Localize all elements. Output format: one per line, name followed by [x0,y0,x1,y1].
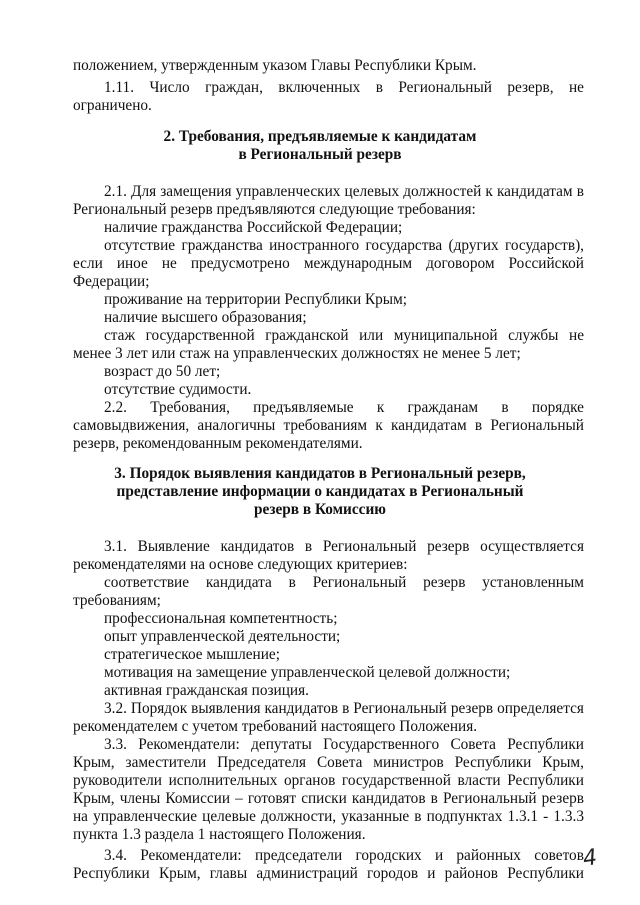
text-line: пункта 1.3 раздела 1 настоящего Положения. [73,826,366,843]
text-line: положением, утвержденным указом Главы Республики Крым. [73,57,477,74]
text-line: отсутствие гражданства иностранного государства (других государств), [104,237,584,254]
text-line: рекомендателем с учетом требований настоящего Положения. [73,718,478,735]
text-line: ограничено. [73,97,152,114]
page-number: 4 [581,845,599,872]
text-line: наличие гражданства Российской Федерации; [104,219,403,236]
section-heading-line: резерв в Комиссию [254,501,386,518]
text-line: наличие высшего образования; [104,309,307,326]
text-line: требованиям; [73,592,161,609]
text-line: активная гражданская позиция. [104,682,309,699]
text-line: резерв, рекомендованным рекомендателями. [73,435,363,452]
text-line: мотивация на замещение управленческой целевой должности; [104,664,511,681]
text-line: 3.3. Рекомендатели: депутаты Государственного Совета Республики [104,736,584,753]
text-line: 3.2. Порядок выявления кандидатов в Региональный резерв определяется [104,700,584,717]
text-line: 3.4. Рекомендатели: председатели городских и районных советов [104,847,584,864]
text-line: руководители исполнительных органов государственной власти Республики [73,772,584,789]
section-heading-line: представление информации о кандидатах в Региональный [116,483,524,500]
text-line: Республики Крым, главы администраций городов и районов Республики [73,865,584,882]
section-heading-line: 2. Требования, предъявляемые к кандидатам [163,128,477,145]
text-line: 1.11. Число граждан, включенных в Региональный резерв, не [104,79,584,96]
text-line: Федерации; [73,273,150,290]
text-line: самовыдвижения, аналогичны требованиям к кандидатам в Региональный [73,417,584,434]
text-line: на управленческие целевые должности, указанные в подпунктах 1.3.1 - 1.3.3 [73,808,584,825]
text-line: Крым, члены Комиссии – готовят списки кандидатов в Региональный резерв [73,790,584,807]
text-line: стаж государственной гражданской или муниципальной службы не [104,327,584,344]
text-line: Крым, заместители Председателя Совета министров Республики Крым, [73,754,584,771]
text-line: 2.2. Требования, предъявляемые к гражданам в порядке [104,399,584,416]
text-line: опыт управленческой деятельности; [104,628,341,645]
text-line: Региональный резерв предъявляются следующие требования: [73,201,476,218]
text-line: рекомендателями на основе следующих критериев: [73,556,408,573]
text-line: отсутствие судимости. [104,381,252,398]
text-line: проживание на территории Республики Крым; [104,291,408,308]
text-line: если иное не предусмотрено международным договором Российской [73,255,584,272]
section-heading-line: 3. Порядок выявления кандидатов в Региональный резерв, [114,465,526,482]
section-heading-line: в Региональный резерв [238,146,402,163]
text-line: стратегическое мышление; [104,646,280,663]
text-line: 3.1. Выявление кандидатов в Региональный резерв осуществляется [104,538,584,555]
text-line: менее 3 лет или стаж на управленческих должностях не менее 5 лет; [73,345,521,362]
text-line: соответствие кандидата в Региональный резерв установленным [104,574,584,591]
text-line: 2.1. Для замещения управленческих целевых должностей к кандидатам в [104,183,584,200]
text-line: возраст до 50 лет; [104,363,221,380]
text-line: профессиональная компетентность; [104,610,338,627]
